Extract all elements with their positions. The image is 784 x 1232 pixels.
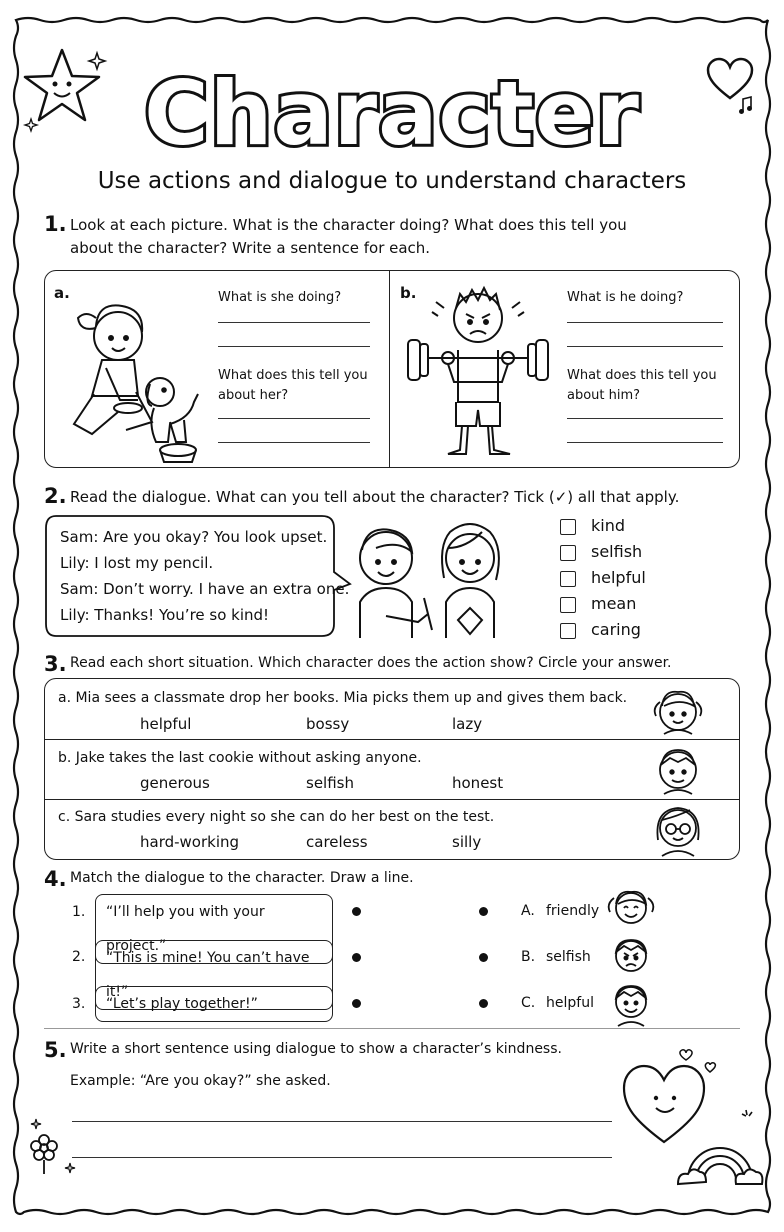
q2-number: 2. <box>44 484 67 508</box>
match-dot[interactable] <box>352 999 361 1008</box>
girl-face-icon <box>650 684 706 738</box>
dialogue-line: Lily: Thanks! You’re so kind! <box>60 606 270 624</box>
checkbox-label: mean <box>591 594 637 613</box>
q4-instructions: Match the dialogue to the character. Draw a line. <box>70 870 414 886</box>
q1-text-line1: Look at each picture. What is the character doing? What does this tell you <box>70 216 627 234</box>
smiling-girl-face-icon <box>604 884 658 930</box>
dialogue-quote: “Let’s play together!” <box>95 986 333 1022</box>
boy-lifting-weights-illustration <box>400 282 556 462</box>
checkbox-label: selfish <box>591 542 643 561</box>
answer-line[interactable] <box>567 346 723 347</box>
q1a-prompt1: What is she doing? <box>218 290 342 305</box>
q1a-prompt2-line2: about her? <box>218 388 289 403</box>
checkbox[interactable] <box>560 597 576 613</box>
section-divider <box>44 1028 740 1029</box>
answer-choice[interactable]: honest <box>452 774 504 792</box>
checkbox[interactable] <box>560 519 576 535</box>
situation-a: a. Mia sees a classmate drop her books. Mia picks them up and gives them back. <box>58 690 628 706</box>
q3-number: 3. <box>44 652 67 676</box>
q5-number: 5. <box>44 1038 67 1062</box>
q1b-prompt2-line2: about him? <box>567 388 641 403</box>
checkbox-label: helpful <box>591 568 646 587</box>
match-number: 2. <box>72 949 86 965</box>
answer-line[interactable] <box>72 1121 612 1122</box>
q1-instructions <box>70 214 627 260</box>
answer-choice[interactable]: careless <box>306 833 368 851</box>
answer-line[interactable] <box>218 418 370 419</box>
match-dot[interactable] <box>352 907 361 916</box>
happy-boy-face-icon <box>606 978 656 1028</box>
q5-instructions: Write a short sentence using dialogue to show a character’s kindness. <box>70 1041 562 1057</box>
answer-choice[interactable]: silly <box>452 833 482 851</box>
match-trait: helpful <box>546 995 594 1011</box>
dialogue-line: Sam: Are you okay? You look upset. <box>60 528 328 546</box>
page-title <box>0 52 784 165</box>
answer-line[interactable] <box>567 442 723 443</box>
answer-line[interactable] <box>218 346 370 347</box>
q5-example: Example: “Are you okay?” she asked. <box>70 1073 331 1089</box>
q1a-prompt2-line1: What does this tell you <box>218 368 368 383</box>
match-dot[interactable] <box>479 953 488 962</box>
answer-line[interactable] <box>567 322 723 323</box>
answer-line[interactable] <box>72 1157 612 1158</box>
q1-text-line2: about the character? Write a sentence for each. <box>70 239 431 257</box>
q1b-prompt2-line1: What does this tell you <box>567 368 717 383</box>
match-trait: selfish <box>546 949 591 965</box>
answer-choice[interactable]: bossy <box>306 715 350 733</box>
dialogue-quote: “This is mine! You can’t have it!” <box>95 940 333 1010</box>
q1b-prompt2 <box>567 366 717 406</box>
dialogue-text <box>60 524 349 628</box>
checkbox[interactable] <box>560 545 576 561</box>
situation-c: c. Sara studies every night so she can do her best on the test. <box>58 809 495 825</box>
match-letter: B. <box>521 949 536 965</box>
checkbox-label: kind <box>591 516 626 535</box>
situation-b: b. Jake takes the last cookie without asking anyone. <box>58 750 422 766</box>
answer-line[interactable] <box>567 418 723 419</box>
checkbox[interactable] <box>560 571 576 587</box>
q1b-letter: b. <box>400 284 417 302</box>
answer-choice[interactable]: selfish <box>306 774 354 792</box>
match-number: 1. <box>72 904 86 920</box>
match-dot[interactable] <box>479 907 488 916</box>
flower-icon <box>24 1132 64 1176</box>
match-letter: A. <box>521 903 535 919</box>
checkbox-label: caring <box>591 620 641 639</box>
girl-with-glasses-face-icon <box>650 800 706 858</box>
q1a-letter: a. <box>54 284 70 302</box>
q1b-prompt1: What is he doing? <box>567 290 684 305</box>
rainbow-icon <box>676 1124 766 1188</box>
sparkle-icon <box>64 1162 76 1174</box>
boy-face-icon <box>652 742 704 796</box>
q1-number: 1. <box>44 212 67 236</box>
girl-feeding-dog-illustration <box>56 296 206 462</box>
svg-text:Character: Character <box>144 62 640 165</box>
q4-number: 4. <box>44 867 67 891</box>
row-divider <box>45 739 739 740</box>
checkbox[interactable] <box>560 623 576 639</box>
sparkle-icon <box>738 1108 758 1128</box>
match-dot[interactable] <box>479 999 488 1008</box>
match-trait: friendly <box>546 903 600 919</box>
match-letter: C. <box>521 995 536 1011</box>
dialogue-line: Lily: I lost my pencil. <box>60 554 214 572</box>
frowning-boy-face-icon <box>606 932 656 978</box>
answer-choice[interactable]: generous <box>140 774 210 792</box>
answer-choice[interactable]: lazy <box>452 715 483 733</box>
answer-line[interactable] <box>218 442 370 443</box>
q1-divider <box>389 271 390 467</box>
match-dot[interactable] <box>352 953 361 962</box>
answer-choice[interactable]: helpful <box>140 715 192 733</box>
match-number: 3. <box>72 996 86 1012</box>
sam-and-lily-illustration <box>346 518 516 644</box>
page-subtitle: Use actions and dialogue to understand characters <box>97 168 687 194</box>
dialogue-quote: “I’ll help you with your project.” <box>95 894 333 964</box>
answer-choice[interactable]: hard-working <box>140 833 240 851</box>
q3-instructions: Read each short situation. Which character does the action show? Circle your answer. <box>70 655 672 671</box>
q1a-prompt2 <box>218 366 368 406</box>
row-divider <box>45 799 739 800</box>
answer-line[interactable] <box>218 322 370 323</box>
dialogue-line: Sam: Don’t worry. I have an extra one. <box>60 580 350 598</box>
q2-instructions: Read the dialogue. What can you tell about the character? Tick (✓) all that apply. <box>70 488 680 506</box>
sparkle-icon <box>30 1118 42 1130</box>
